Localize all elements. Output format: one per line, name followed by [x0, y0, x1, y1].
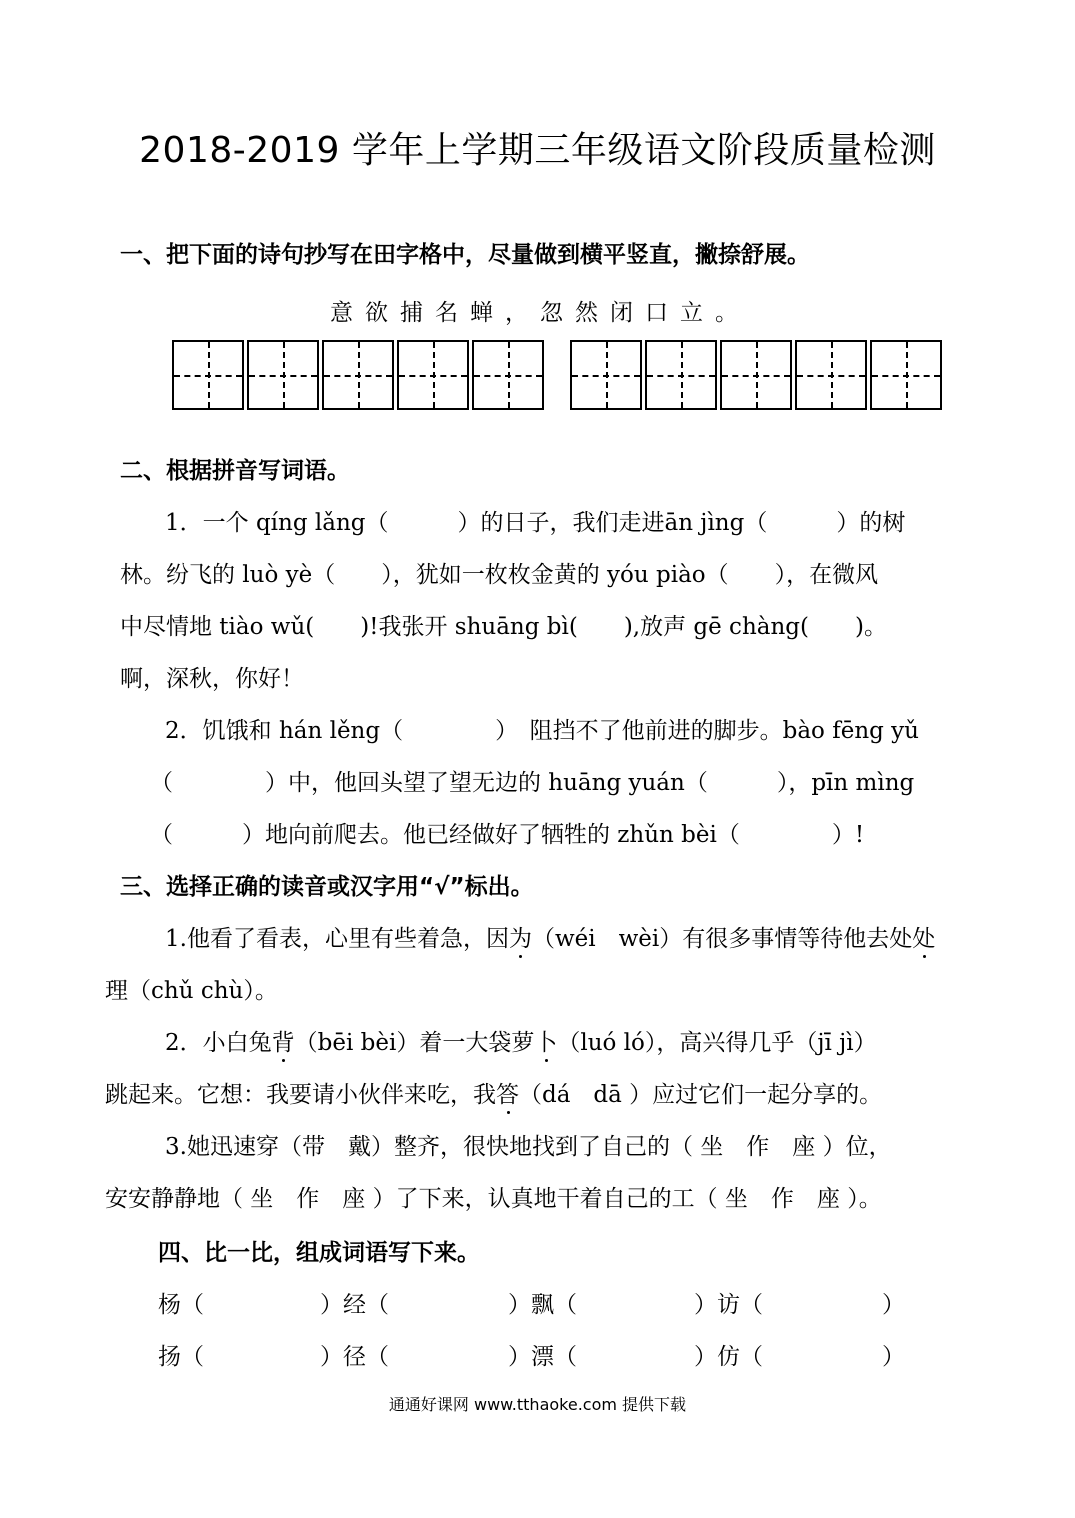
choice-q1-line-1: [165, 920, 935, 953]
compare-item: 杨（: [158, 1292, 204, 1318]
tianzige-grid-right: [570, 340, 945, 414]
pinyin-line-2: 林。纷飞的 luò yè（ ），犹如一枚枚金黄的 yóu piào（ ），在微风: [120, 562, 879, 588]
compare-item: ）飘（: [508, 1292, 577, 1318]
text-segment: （dá dā ）应过它们一起分享的。: [519, 1082, 883, 1108]
text-segment: 1.他看了看表，心里有些着急，因: [165, 926, 509, 952]
section-3-heading: 三、选择正确的读音或汉字用“√”标出。: [120, 874, 534, 900]
compare-item: ）仿（: [694, 1344, 763, 1370]
text-segment: （luó ló），高兴得几乎（jī jì）: [557, 1030, 877, 1056]
compare-item: ）访（: [694, 1292, 763, 1318]
choice-q3-line-2: 安安静静地（ 坐 作 座 ）了下来，认真地干着自己的工（ 坐 作 座 ）。: [105, 1186, 882, 1212]
compare-item: ）径（: [320, 1344, 389, 1370]
grid-cell: [570, 340, 642, 410]
compare-item: 扬（: [158, 1344, 204, 1370]
choice-q3-line-1: 3.她迅速穿（带 戴）整齐，很快地找到了自己的（ 坐 作 座 ）位，: [165, 1134, 892, 1160]
compare-item: ）漂（: [508, 1344, 577, 1370]
text-segment: （wéi wèi）有很多事情等待他去处: [531, 926, 913, 952]
grid-cell: [322, 340, 394, 410]
grid-cell: [172, 340, 244, 410]
footer-credit: 通通好课网 www.tthaoke.com 提供下载: [388, 1395, 687, 1414]
pinyin-line-5: 2．饥饿和 hán lěng（ ） 阻挡不了他前进的脚步。bào fēng yǔ: [165, 718, 919, 744]
pinyin-line-1: 1．一个 qíng lǎng（ ）的日子，我们走进ān jìng（ ）的树: [165, 510, 906, 536]
choice-q1-line-2: 理（chǔ chù）。: [105, 978, 278, 1004]
pinyin-line-7: （ ）地向前爬去。他已经做好了牺牲的 zhǔn bèi（ ）!: [150, 822, 865, 848]
section-1-heading: 一、把下面的诗句抄写在田字格中，尽量做到横平竖直，撇捺舒展。: [120, 242, 810, 268]
pinyin-line-3: 中尽情地 tiào wǔ( )!我张开 shuāng bì( ),放声 gē chàng( )。: [120, 614, 887, 640]
dotted-char: 卜: [534, 1030, 558, 1056]
grid-cell: [795, 340, 867, 410]
compare-item: ）: [882, 1344, 905, 1370]
page-title: 2018-2019 学年上学期三年级语文阶段质量检测: [139, 130, 936, 171]
choice-q2-line-2: [105, 1076, 882, 1109]
dotted-char: 答: [496, 1082, 519, 1108]
pinyin-line-6: （ ）中，他回头望了望无边的 huāng yuán（ ），pīn mìng: [150, 770, 915, 796]
text-segment: （bēi bèi）着一大袋萝: [294, 1030, 535, 1056]
text-segment: 2．小白兔: [165, 1030, 272, 1056]
tianzige-grid-left: [172, 340, 547, 414]
grid-cell: [397, 340, 469, 410]
section-2-heading: 二、根据拼音写词语。: [120, 458, 350, 484]
pinyin-line-4: 啊，深秋，你好！: [120, 666, 304, 692]
dotted-char: 为: [508, 926, 532, 952]
compare-item: ）: [882, 1292, 905, 1318]
dotted-char: 背: [271, 1030, 295, 1056]
grid-cell: [472, 340, 544, 410]
grid-cell: [247, 340, 319, 410]
section-4-heading: 四、比一比，组成词语写下来。: [158, 1240, 480, 1266]
grid-cell: [870, 340, 942, 410]
grid-cell: [645, 340, 717, 410]
choice-q2-line-1: [165, 1024, 877, 1057]
dotted-char: 处: [912, 926, 936, 952]
poem-line: 意欲捕名蝉，忽然闭口立。: [330, 300, 750, 326]
text-segment: 跳起来。它想：我要请小伙伴来吃，我: [105, 1082, 496, 1108]
grid-cell: [720, 340, 792, 410]
compare-item: ）经（: [320, 1292, 389, 1318]
